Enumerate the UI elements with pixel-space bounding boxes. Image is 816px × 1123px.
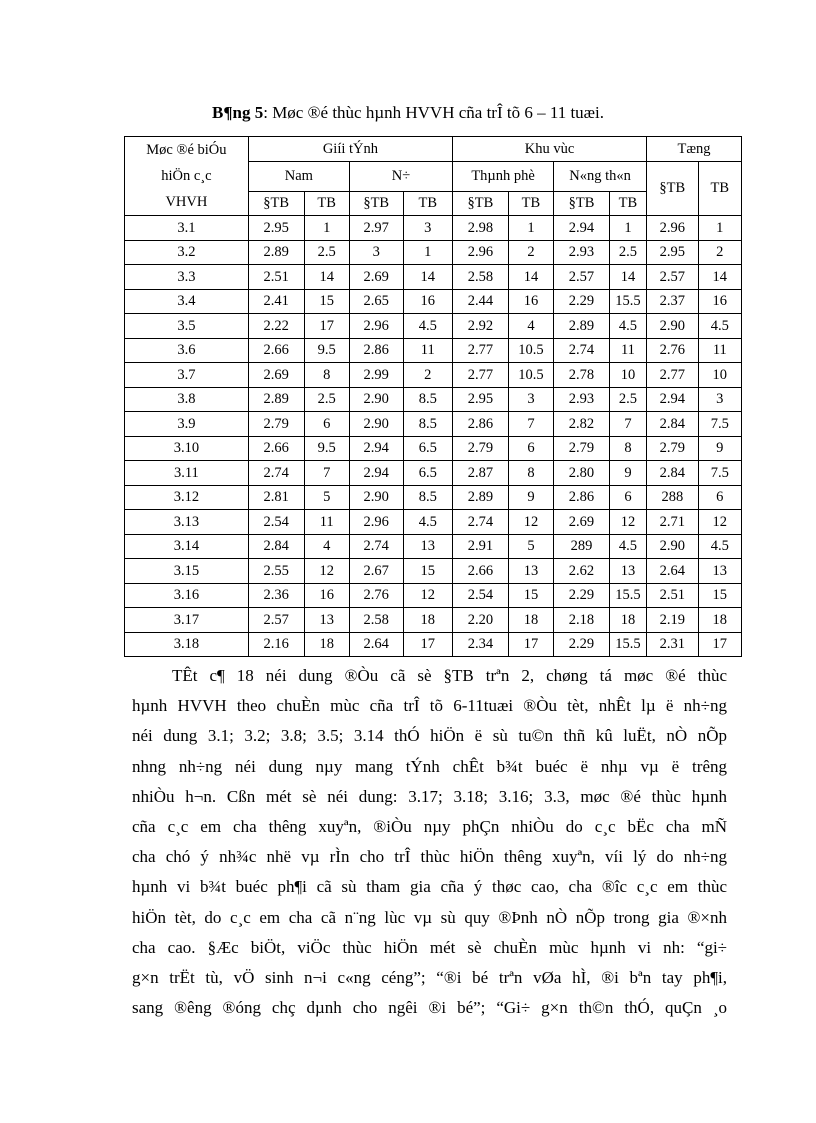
table-row xyxy=(125,387,742,412)
table-cell: 2.94 xyxy=(349,436,403,461)
table-cell: 2.5 xyxy=(304,387,349,412)
table-row xyxy=(125,608,742,633)
table-cell: 2.58 xyxy=(349,608,403,633)
row-label-cell: 3.16 xyxy=(125,583,249,608)
gioi-tinh-header: Giíi tÝnh xyxy=(248,137,452,162)
table-cell: 11 xyxy=(698,338,741,363)
nong-thon-header: N«ng th«n xyxy=(554,161,647,191)
table-cell: 17 xyxy=(304,314,349,339)
table-row xyxy=(125,485,742,510)
thanh-pho-header: Thµnh phè xyxy=(453,161,554,191)
table-cell: 2.31 xyxy=(647,632,699,657)
table-cell: 2.54 xyxy=(248,510,304,535)
table-caption-label: B¶ng 5 xyxy=(211,103,264,122)
row-label-cell: 3.7 xyxy=(125,363,249,388)
table-cell: 12 xyxy=(609,510,646,535)
table-cell: 2.74 xyxy=(453,510,509,535)
table-cell: 2.54 xyxy=(453,583,509,608)
row-label-cell: 3.2 xyxy=(125,240,249,265)
data-table xyxy=(124,136,742,657)
table-cell: 13 xyxy=(403,534,453,559)
table-cell: 2.57 xyxy=(647,265,699,290)
table-cell: 2.69 xyxy=(248,363,304,388)
table-cell: 8 xyxy=(304,363,349,388)
row-label-cell: 3.13 xyxy=(125,510,249,535)
table-cell: 9.5 xyxy=(304,338,349,363)
table-cell: 14 xyxy=(609,265,646,290)
table-cell: 2.51 xyxy=(647,583,699,608)
table-cell: 6 xyxy=(304,412,349,437)
table-cell: 2.93 xyxy=(554,240,610,265)
table-cell: 10 xyxy=(609,363,646,388)
table-cell: 13 xyxy=(609,559,646,584)
table-cell: 12 xyxy=(304,559,349,584)
table-cell: 2.96 xyxy=(349,314,403,339)
table-cell: 2.16 xyxy=(248,632,304,657)
table-cell: 5 xyxy=(304,485,349,510)
table-cell: 4.5 xyxy=(698,314,741,339)
table-cell: 2.71 xyxy=(647,510,699,535)
table-cell: 12 xyxy=(403,583,453,608)
table-cell: 4.5 xyxy=(403,314,453,339)
table-cell: 2.44 xyxy=(453,289,509,314)
table-row xyxy=(125,289,742,314)
table-cell: 2.77 xyxy=(647,363,699,388)
table-cell: 1 xyxy=(698,216,741,241)
table-cell: 2.80 xyxy=(554,461,610,486)
table-cell: 2.92 xyxy=(453,314,509,339)
row-label-cell: 3.17 xyxy=(125,608,249,633)
table-cell: 9.5 xyxy=(304,436,349,461)
table-cell: 18 xyxy=(403,608,453,633)
table-cell: 2.29 xyxy=(554,583,610,608)
table-cell: 2.91 xyxy=(453,534,509,559)
table-cell: 11 xyxy=(403,338,453,363)
table-cell: 16 xyxy=(698,289,741,314)
table-cell: 10.5 xyxy=(508,363,553,388)
paragraph-line: cha chó ý nh¾c nhë vµ rÌn cho trÎ thùc hiÖn thêng xuyªn, víi lý do nh÷ng xyxy=(132,847,727,867)
table-row xyxy=(125,216,742,241)
table-header xyxy=(125,137,742,216)
table-cell: 2.96 xyxy=(349,510,403,535)
table-cell: 2.58 xyxy=(453,265,509,290)
table-cell: 9 xyxy=(508,485,553,510)
table-row xyxy=(125,338,742,363)
table-cell: 13 xyxy=(304,608,349,633)
nam-header: Nam xyxy=(248,161,349,191)
table-cell: 2 xyxy=(698,240,741,265)
table-cell: 8.5 xyxy=(403,485,453,510)
paragraph-line: hiÖn tèt, do c¸c em cha cã n¨ng lùc vµ sù quy ®Þnh nÒ nÕp trong gia ®×nh xyxy=(132,907,727,927)
table-cell: 2.77 xyxy=(453,363,509,388)
table-cell: 2.86 xyxy=(554,485,610,510)
table-cell: 2.57 xyxy=(554,265,610,290)
table-cell: 2.99 xyxy=(349,363,403,388)
table-cell: 289 xyxy=(554,534,610,559)
table-cell: 4 xyxy=(508,314,553,339)
table-row xyxy=(125,559,742,584)
table-row xyxy=(125,583,742,608)
table-cell: 11 xyxy=(304,510,349,535)
table-cell: 2.94 xyxy=(349,461,403,486)
table-row xyxy=(125,534,742,559)
row-label-header xyxy=(125,137,249,216)
table-caption xyxy=(0,103,816,123)
table-cell: 6 xyxy=(508,436,553,461)
table-cell: 7 xyxy=(609,412,646,437)
table-cell: 18 xyxy=(698,608,741,633)
table-cell: 2.74 xyxy=(349,534,403,559)
khu-vuc-header: Khu vùc xyxy=(453,137,647,162)
table-row xyxy=(125,363,742,388)
dtb-header: §TB xyxy=(453,191,509,216)
table-cell: 8.5 xyxy=(403,412,453,437)
table-cell: 15.5 xyxy=(609,289,646,314)
paragraph-line: hµnh HVVH theo chuÈn mùc cña trÎ tõ 6-11tuæi ®Òu tèt, nhÊt lµ ë nh÷ng xyxy=(132,696,727,716)
row-label-cell: 3.11 xyxy=(125,461,249,486)
table-row xyxy=(125,510,742,535)
table-cell: 2.89 xyxy=(248,240,304,265)
table-caption-text: : Møc ®é thùc hµnh HVVH cña trÎ tõ 6 – 11 tuæi. xyxy=(263,103,604,122)
body-paragraph xyxy=(132,661,727,1023)
table-cell: 6.5 xyxy=(403,461,453,486)
table-cell: 2.19 xyxy=(647,608,699,633)
table-cell: 2.89 xyxy=(248,387,304,412)
table-cell: 2.18 xyxy=(554,608,610,633)
paragraph-line: nhng nh÷ng néi dung nµy mang tÝnh chÊt b¾t buéc ë nhµ vµ ë trêng xyxy=(132,756,727,776)
tong-tb-header: TB xyxy=(698,161,741,216)
table-cell: 1 xyxy=(304,216,349,241)
table-cell: 2.29 xyxy=(554,289,610,314)
table-cell: 2.67 xyxy=(349,559,403,584)
table-cell: 2.64 xyxy=(349,632,403,657)
table-cell: 2.94 xyxy=(554,216,610,241)
table-cell: 14 xyxy=(403,265,453,290)
table-cell: 7 xyxy=(508,412,553,437)
table-cell: 2.82 xyxy=(554,412,610,437)
row-label-cell: 3.3 xyxy=(125,265,249,290)
table-cell: 2.97 xyxy=(349,216,403,241)
table-cell: 4 xyxy=(304,534,349,559)
table-cell: 15.5 xyxy=(609,632,646,657)
table-cell: 12 xyxy=(508,510,553,535)
table-row xyxy=(125,265,742,290)
table-cell: 3 xyxy=(349,240,403,265)
table-cell: 2.76 xyxy=(647,338,699,363)
table-cell: 18 xyxy=(508,608,553,633)
table-cell: 2.90 xyxy=(349,387,403,412)
table-cell: 2.62 xyxy=(554,559,610,584)
table-cell: 288 xyxy=(647,485,699,510)
paragraph-line: sang ®êng ®óng chç dµnh cho ngêi ®i bé”; “Gi÷ g×n th©n thÓ, quÇn ¸o xyxy=(132,998,727,1018)
table-cell: 2.41 xyxy=(248,289,304,314)
row-label-cell: 3.4 xyxy=(125,289,249,314)
table-cell: 2.86 xyxy=(349,338,403,363)
table-cell: 2.78 xyxy=(554,363,610,388)
table-cell: 15.5 xyxy=(609,583,646,608)
table-cell: 1 xyxy=(609,216,646,241)
table-cell: 5 xyxy=(508,534,553,559)
table-cell: 2.81 xyxy=(248,485,304,510)
row-label-cell: 3.8 xyxy=(125,387,249,412)
table-cell: 13 xyxy=(698,559,741,584)
table-cell: 6 xyxy=(609,485,646,510)
dtb-header: §TB xyxy=(554,191,610,216)
table-cell: 7 xyxy=(304,461,349,486)
table-cell: 2.20 xyxy=(453,608,509,633)
table-cell: 2.96 xyxy=(647,216,699,241)
table-cell: 9 xyxy=(609,461,646,486)
table-cell: 2.66 xyxy=(248,338,304,363)
table-cell: 6 xyxy=(698,485,741,510)
table-cell: 11 xyxy=(609,338,646,363)
dtb-header: §TB xyxy=(349,191,403,216)
table-cell: 15 xyxy=(508,583,553,608)
table-cell: 3 xyxy=(698,387,741,412)
table-row xyxy=(125,314,742,339)
table-cell: 2 xyxy=(403,363,453,388)
table-cell: 2.5 xyxy=(609,240,646,265)
table-cell: 15 xyxy=(698,583,741,608)
table-cell: 12 xyxy=(698,510,741,535)
table-cell: 2.37 xyxy=(647,289,699,314)
table-cell: 2.79 xyxy=(554,436,610,461)
table-cell: 1 xyxy=(508,216,553,241)
row-label-cell: 3.1 xyxy=(125,216,249,241)
table-cell: 2.77 xyxy=(453,338,509,363)
table-cell: 2.65 xyxy=(349,289,403,314)
table-cell: 2.66 xyxy=(453,559,509,584)
table-cell: 2.95 xyxy=(453,387,509,412)
table-cell: 15 xyxy=(304,289,349,314)
table-cell: 10 xyxy=(698,363,741,388)
table-row xyxy=(125,240,742,265)
row-label-cell: 3.12 xyxy=(125,485,249,510)
table-cell: 2.79 xyxy=(647,436,699,461)
table-cell: 17 xyxy=(403,632,453,657)
table-cell: 2.5 xyxy=(304,240,349,265)
tb-header: TB xyxy=(609,191,646,216)
table-cell: 2.96 xyxy=(453,240,509,265)
table-cell: 16 xyxy=(304,583,349,608)
table-cell: 2.90 xyxy=(647,534,699,559)
table-cell: 7.5 xyxy=(698,412,741,437)
table-cell: 2.84 xyxy=(248,534,304,559)
paragraph-line: nhiÒu h¬n. Cßn mét sè néi dung: 3.17; 3.18; 3.16; 3.3, møc ®é thùc hµnh xyxy=(132,786,727,806)
table-cell: 17 xyxy=(508,632,553,657)
table-cell: 2.64 xyxy=(647,559,699,584)
row-label-cell: 3.9 xyxy=(125,412,249,437)
tb-header: TB xyxy=(403,191,453,216)
table-cell: 2.51 xyxy=(248,265,304,290)
table-row xyxy=(125,632,742,657)
table-cell: 2 xyxy=(508,240,553,265)
paragraph-line: cña c¸c em cha thêng xuyªn, ®iÒu nµy phÇn nhiÒu do c¸c bËc cha mÑ xyxy=(132,817,727,837)
table-cell: 10.5 xyxy=(508,338,553,363)
paragraph-line: néi dung 3.1; 3.2; 3.8; 3.5; 3.14 thÓ hiÖn ë sù tu©n thñ kû luËt, nÒ nÕp xyxy=(132,726,727,746)
table-cell: 2.84 xyxy=(647,461,699,486)
table-cell: 2.5 xyxy=(609,387,646,412)
table-cell: 2.90 xyxy=(349,412,403,437)
table-cell: 6.5 xyxy=(403,436,453,461)
table-cell: 2.36 xyxy=(248,583,304,608)
row-label-cell: 3.14 xyxy=(125,534,249,559)
table-body xyxy=(125,216,742,657)
table-cell: 4.5 xyxy=(698,534,741,559)
table-cell: 3 xyxy=(403,216,453,241)
table-row xyxy=(125,436,742,461)
table-cell: 18 xyxy=(609,608,646,633)
table-cell: 15 xyxy=(403,559,453,584)
dtb-header: §TB xyxy=(248,191,304,216)
table-cell: 18 xyxy=(304,632,349,657)
row-label-line: hiÖn c¸c xyxy=(161,168,212,184)
table-cell: 8 xyxy=(609,436,646,461)
paragraph-line: TÊt c¶ 18 néi dung ®Òu cã sè §TB trªn 2, chøng tá møc ®é thùc xyxy=(172,666,727,685)
table-cell: 2.95 xyxy=(248,216,304,241)
table-cell: 2.79 xyxy=(248,412,304,437)
tb-header: TB xyxy=(508,191,553,216)
table-cell: 4.5 xyxy=(609,534,646,559)
table-cell: 14 xyxy=(304,265,349,290)
table-cell: 13 xyxy=(508,559,553,584)
table-cell: 8 xyxy=(508,461,553,486)
table-cell: 2.76 xyxy=(349,583,403,608)
table-cell: 3 xyxy=(508,387,553,412)
table-cell: 2.69 xyxy=(349,265,403,290)
table-cell: 4.5 xyxy=(403,510,453,535)
table-cell: 2.90 xyxy=(647,314,699,339)
table-cell: 17 xyxy=(698,632,741,657)
table-cell: 2.79 xyxy=(453,436,509,461)
tong-dtb-header: §TB xyxy=(647,161,699,216)
row-label-cell: 3.15 xyxy=(125,559,249,584)
table-cell: 8.5 xyxy=(403,387,453,412)
row-label-line: VHVH xyxy=(165,194,208,210)
row-label-cell: 3.10 xyxy=(125,436,249,461)
table-cell: 2.34 xyxy=(453,632,509,657)
table-cell: 2.69 xyxy=(554,510,610,535)
table-cell: 2.86 xyxy=(453,412,509,437)
table-cell: 14 xyxy=(508,265,553,290)
table-cell: 2.57 xyxy=(248,608,304,633)
table-cell: 7.5 xyxy=(698,461,741,486)
table-cell: 2.93 xyxy=(554,387,610,412)
table-cell: 2.55 xyxy=(248,559,304,584)
paragraph-line: g×n trËt tù, vÖ sinh n¬i c«ng céng”; “®i bé trªn vØa hÌ, ®i bªn tay ph¶i, xyxy=(132,968,727,988)
paragraph-line: cha cao. §Æc biÖt, viÖc thùc hiÖn mét sè chuÈn mùc hµnh vi nh: “gi÷ xyxy=(132,937,727,957)
table-cell: 2.22 xyxy=(248,314,304,339)
table-cell: 16 xyxy=(508,289,553,314)
table-cell: 14 xyxy=(698,265,741,290)
table-row xyxy=(125,412,742,437)
table-cell: 2.98 xyxy=(453,216,509,241)
table-cell: 2.74 xyxy=(248,461,304,486)
table-cell: 2.95 xyxy=(647,240,699,265)
table-cell: 2.66 xyxy=(248,436,304,461)
table-cell: 4.5 xyxy=(609,314,646,339)
table-cell: 2.90 xyxy=(349,485,403,510)
row-label-cell: 3.6 xyxy=(125,338,249,363)
table-cell: 2.89 xyxy=(453,485,509,510)
table-cell: 9 xyxy=(698,436,741,461)
nu-header: N÷ xyxy=(349,161,452,191)
table-cell: 2.29 xyxy=(554,632,610,657)
tong-header: Tæng xyxy=(647,137,742,162)
table-cell: 1 xyxy=(403,240,453,265)
row-label-line: Møc ®é biÓu xyxy=(146,142,227,158)
table-row xyxy=(125,461,742,486)
table-cell: 2.74 xyxy=(554,338,610,363)
paragraph-line: hµnh vi b¾t buéc ph¶i cã sù tham gia cña ý thøc cao, cha ®îc c¸c em thùc xyxy=(132,877,727,897)
row-label-cell: 3.18 xyxy=(125,632,249,657)
tb-header: TB xyxy=(304,191,349,216)
table-cell: 2.87 xyxy=(453,461,509,486)
row-label-cell: 3.5 xyxy=(125,314,249,339)
table-cell: 2.84 xyxy=(647,412,699,437)
table-cell: 16 xyxy=(403,289,453,314)
table-cell: 2.89 xyxy=(554,314,610,339)
table-cell: 2.94 xyxy=(647,387,699,412)
